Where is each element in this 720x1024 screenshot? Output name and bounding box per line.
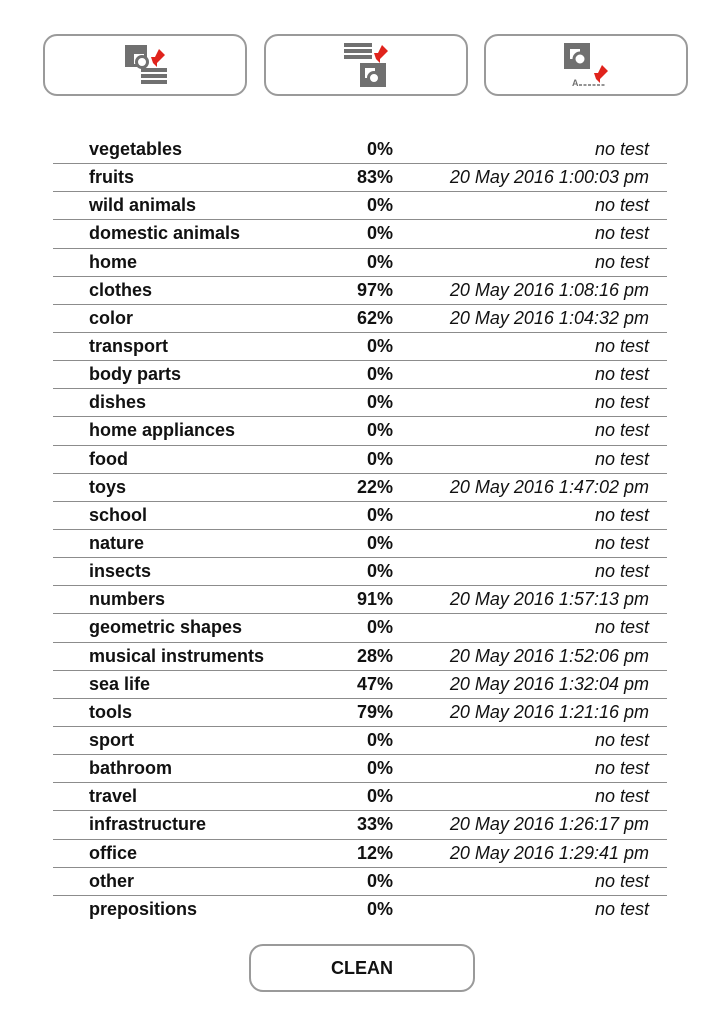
category-name: toys <box>89 476 127 497</box>
last-test-date: no test <box>594 364 649 385</box>
last-test-date: no test <box>594 504 649 525</box>
category-name: other <box>89 870 134 891</box>
word-to-picture-button[interactable] <box>264 34 468 96</box>
category-score: 0% <box>366 364 393 385</box>
category-name: clothes <box>89 279 153 300</box>
category-name: travel <box>89 786 138 807</box>
category-score: 22% <box>356 476 393 497</box>
category-name: color <box>89 307 134 328</box>
table-row <box>53 136 667 164</box>
last-test-date: no test <box>594 561 649 582</box>
category-score: 12% <box>356 842 393 863</box>
last-test-date: no test <box>594 786 649 807</box>
table-row <box>53 614 667 642</box>
category-score: 0% <box>366 336 393 357</box>
category-name: food <box>89 448 128 469</box>
category-score: 33% <box>356 814 393 835</box>
table-row <box>53 474 667 502</box>
category-name: dishes <box>89 392 147 413</box>
last-test-date: no test <box>594 870 649 891</box>
last-test-date: no test <box>594 420 649 441</box>
category-name: fruits <box>89 167 134 188</box>
category-name: geometric shapes <box>89 617 243 638</box>
last-test-date: 20 May 2016 1:57:13 pm <box>449 589 649 610</box>
table-row <box>53 305 667 333</box>
category-score: 91% <box>356 589 393 610</box>
category-score: 0% <box>366 139 393 160</box>
category-score: 0% <box>366 448 393 469</box>
last-test-date: 20 May 2016 1:32:04 pm <box>449 673 649 694</box>
last-test-date: no test <box>594 223 649 244</box>
category-score: 28% <box>356 645 393 666</box>
picture-to-word-button[interactable] <box>43 34 247 96</box>
category-name: numbers <box>89 589 166 610</box>
category-score: 62% <box>356 307 393 328</box>
table-row <box>53 389 667 417</box>
table-row <box>53 727 667 755</box>
table-row <box>53 586 667 614</box>
category-score: 83% <box>356 167 393 188</box>
table-row <box>53 333 667 361</box>
category-score: 0% <box>366 223 393 244</box>
category-name: tools <box>89 701 132 722</box>
results-table <box>53 136 667 924</box>
category-score: 79% <box>356 701 393 722</box>
table-row <box>53 530 667 558</box>
last-test-date: no test <box>594 251 649 272</box>
spelling-letter: A <box>572 78 579 88</box>
table-row <box>53 249 667 277</box>
category-name: domestic animals <box>89 223 241 244</box>
last-test-date: no test <box>594 730 649 751</box>
category-score: 0% <box>366 870 393 891</box>
last-test-date: 20 May 2016 1:52:06 pm <box>449 645 649 666</box>
table-row <box>53 558 667 586</box>
category-score: 0% <box>366 758 393 779</box>
last-test-date: no test <box>594 533 649 554</box>
table-row <box>53 502 667 530</box>
category-score: 0% <box>366 195 393 216</box>
category-name: prepositions <box>89 899 198 920</box>
last-test-date: no test <box>594 899 649 920</box>
last-test-date: no test <box>594 139 649 160</box>
last-test-date: no test <box>594 448 649 469</box>
table-row <box>53 220 667 248</box>
category-name: sea life <box>89 673 151 694</box>
category-name: school <box>89 504 148 525</box>
picture-to-spelling-button[interactable] <box>484 34 688 96</box>
table-row <box>53 868 667 896</box>
category-score: 47% <box>356 673 393 694</box>
last-test-date: no test <box>594 617 649 638</box>
last-test-date: no test <box>594 336 649 357</box>
category-name: nature <box>89 533 145 554</box>
category-name: infrastructure <box>89 814 207 835</box>
category-name: body parts <box>89 364 182 385</box>
category-name: wild animals <box>89 195 197 216</box>
table-row <box>53 811 667 839</box>
table-row <box>53 164 667 192</box>
last-test-date: 20 May 2016 1:21:16 pm <box>449 701 649 722</box>
category-score: 0% <box>366 392 393 413</box>
category-score: 0% <box>366 786 393 807</box>
word-to-picture-icon <box>342 41 390 89</box>
table-row <box>53 699 667 727</box>
category-score: 0% <box>366 561 393 582</box>
table-row <box>53 192 667 220</box>
table-row <box>53 417 667 445</box>
category-name: home appliances <box>89 420 236 441</box>
category-name: insects <box>89 561 152 582</box>
category-score: 97% <box>356 279 393 300</box>
table-row <box>53 446 667 474</box>
table-row <box>53 896 667 924</box>
last-test-date: no test <box>594 195 649 216</box>
category-score: 0% <box>366 617 393 638</box>
last-test-date: 20 May 2016 1:08:16 pm <box>449 279 649 300</box>
last-test-date: 20 May 2016 1:00:03 pm <box>449 167 649 188</box>
table-row <box>53 840 667 868</box>
category-name: bathroom <box>89 758 172 779</box>
last-test-date: no test <box>594 392 649 413</box>
category-score: 0% <box>366 730 393 751</box>
category-score: 0% <box>366 251 393 272</box>
picture-to-word-icon <box>121 41 169 89</box>
table-row <box>53 671 667 699</box>
category-name: musical instruments <box>89 645 265 666</box>
last-test-date: 20 May 2016 1:29:41 pm <box>449 842 649 863</box>
clean-button[interactable]: CLEAN <box>249 944 475 992</box>
category-name: vegetables <box>89 139 183 160</box>
category-score: 0% <box>366 504 393 525</box>
table-row <box>53 361 667 389</box>
category-name: sport <box>89 730 134 751</box>
table-row <box>53 277 667 305</box>
category-name: home <box>89 251 138 272</box>
last-test-date: no test <box>594 758 649 779</box>
picture-to-spelling-icon <box>562 41 610 89</box>
table-row <box>53 643 667 671</box>
category-score: 0% <box>366 899 393 920</box>
table-row <box>53 783 667 811</box>
last-test-date: 20 May 2016 1:47:02 pm <box>449 476 649 497</box>
last-test-date: 20 May 2016 1:04:32 pm <box>449 307 649 328</box>
category-name: transport <box>89 336 169 357</box>
category-score: 0% <box>366 420 393 441</box>
category-score: 0% <box>366 533 393 554</box>
category-name: office <box>89 842 138 863</box>
table-row <box>53 755 667 783</box>
last-test-date: 20 May 2016 1:26:17 pm <box>449 814 649 835</box>
